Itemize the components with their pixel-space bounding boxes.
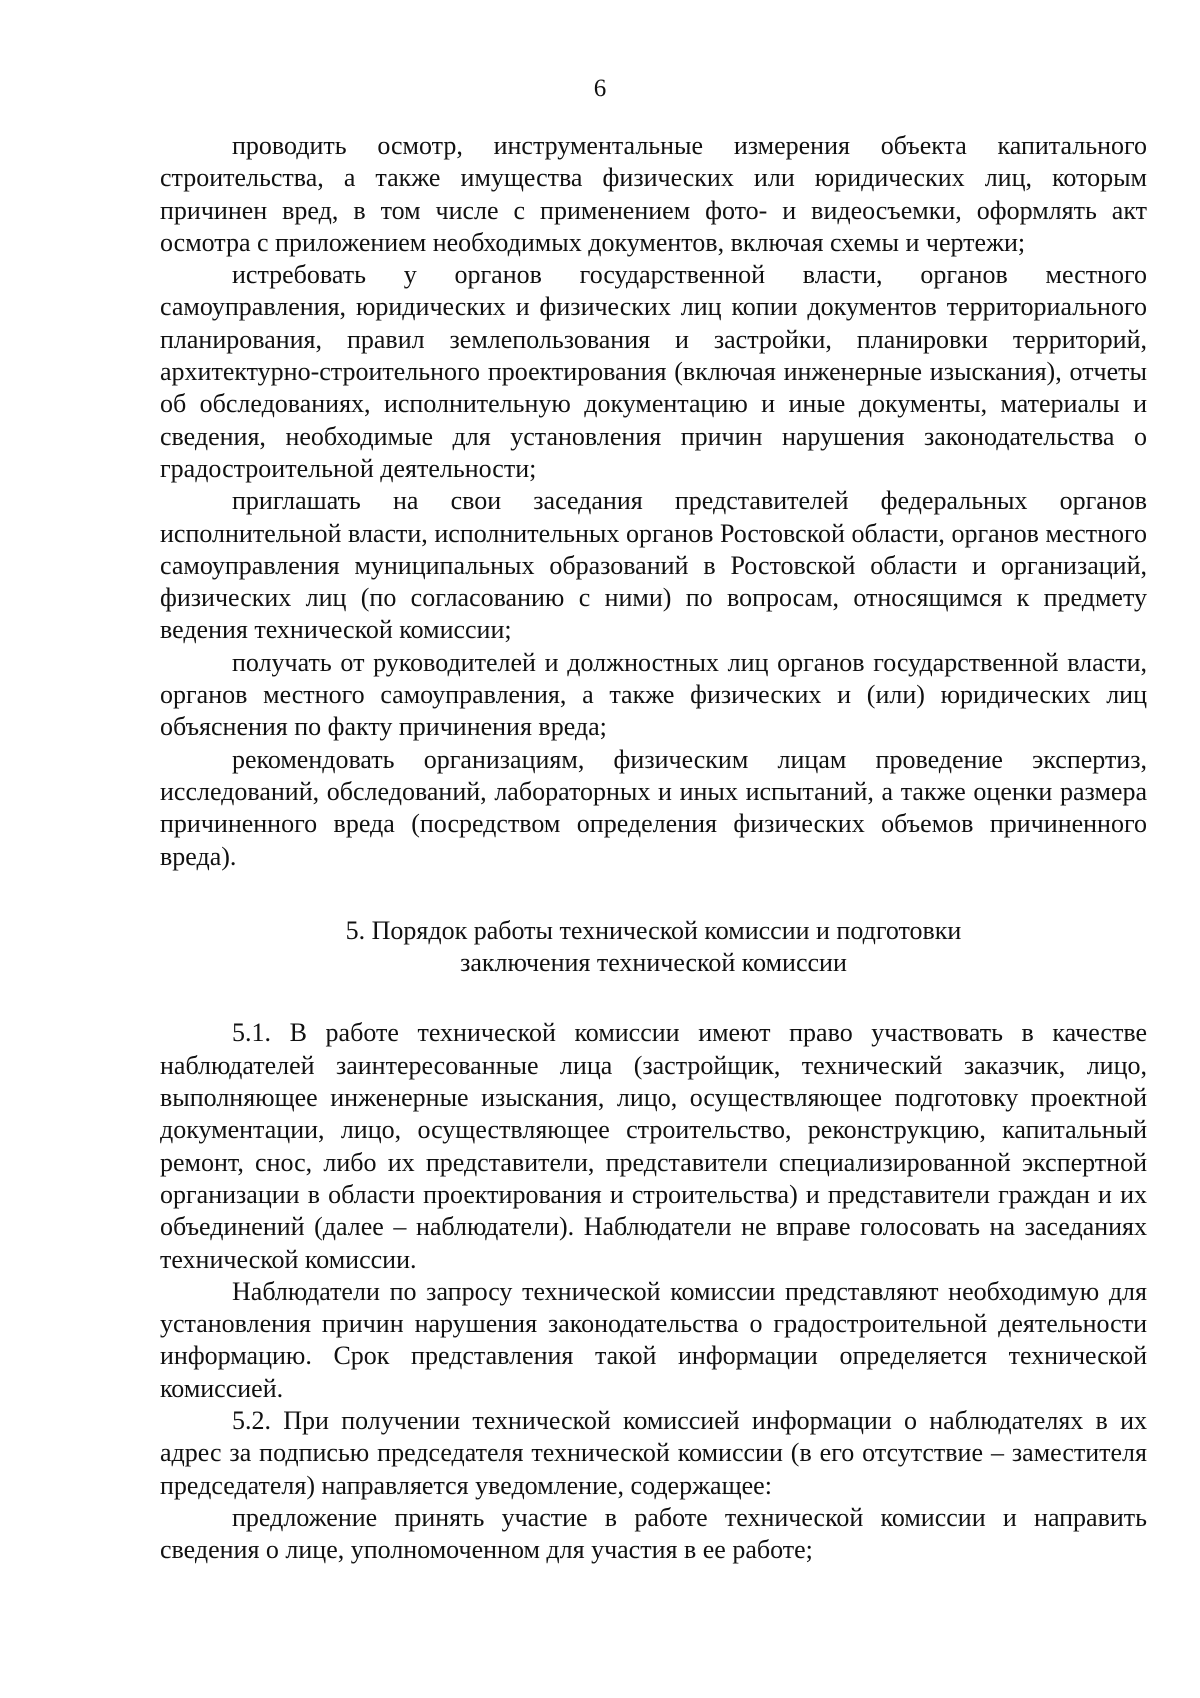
paragraph-5-2-notification: 5.2. При получении технической комиссией информации о наблюдателях в их адрес за подписью председателя технической комиссии (в его отсутствие – заместителя председателя) направляется уведомление, содержащее: <box>160 1405 1147 1500</box>
paragraph-invite-representatives: приглашать на свои заседания представителей федеральных органов исполнительной власти, исполнительных органов Ростовской области, органов местного самоуправления муниципальных образований в Ростовской области и организаций, физических лиц (по согласованию с ними) по вопросам, относящимся к предмету ведения технической комиссии; <box>160 486 1147 645</box>
paragraph-5-1-observers: 5.1. В работе технической комиссии имеют право участвовать в качестве наблюдателей заинтересованные лица (застройщик, технический заказчик, лицо, выполняющее инженерные изыскания, лицо, осуществляющее подготовку проектной документации, лицо, осуществляющее строительство, реконструкцию, капитальный ремонт, снос, либо их представители, представители специализированной экспертной организации в области проектирования и строительства) и представители граждан и их объединений (далее – наблюдатели). Наблюдатели не вправе голосовать на заседаниях технической комиссии. <box>160 1018 1147 1274</box>
paragraph-receive-explanations: получать от руководителей и должностных лиц органов государственной власти, органов местного самоуправления, а также физических и (или) юридических лиц объяснения по факту причинения вреда; <box>160 647 1147 742</box>
section-heading <box>160 915 1147 980</box>
paragraph-participation-offer: предложение принять участие в работе технической комиссии и направить сведения о лице, уполномоченном для участия в ее работе; <box>160 1502 1147 1565</box>
paragraph-request-documents: истребовать у органов государственной власти, органов местного самоуправления, юридических и физических лиц копии документов территориального планирования, правил землепользования и застройки, планировки территорий, архитектурно-строительного проектирования (включая инженерные изыскания), отчеты об обследованиях, исполнительную документацию и иные документы, материалы и сведения, необходимые для установления причин нарушения законодательства о градостроительной деятельности; <box>160 260 1147 483</box>
section-heading-line-2: заключения технической комиссии <box>460 948 847 978</box>
paragraph-recommend-examinations: рекомендовать организациям, физическим лицам проведение экспертиз, исследований, обследований, лабораторных и иных испытаний, а также оценки размера причиненного вреда (посредством определения физических объемов причиненного вреда). <box>160 744 1147 871</box>
paragraph-inspection: проводить осмотр, инструментальные измерения объекта капитального строительства, а также имущества физических или юридических лиц, которым причинен вред, в том числе с применением фото- и видеосъемки, оформлять акт осмотра с приложением необходимых документов, включая схемы и чертежи; <box>160 131 1147 257</box>
document-body <box>160 130 1147 1566</box>
page-number: 6 <box>593 75 607 102</box>
section-heading-line-1: 5. Порядок работы технической комиссии и подготовки <box>345 915 962 945</box>
paragraph-observers-information: Наблюдатели по запросу технической комиссии представляют необходимую для установления причин нарушения законодательства о градостроительной деятельности информацию. Срок представления такой информации определяется технической комиссией. <box>160 1276 1147 1403</box>
